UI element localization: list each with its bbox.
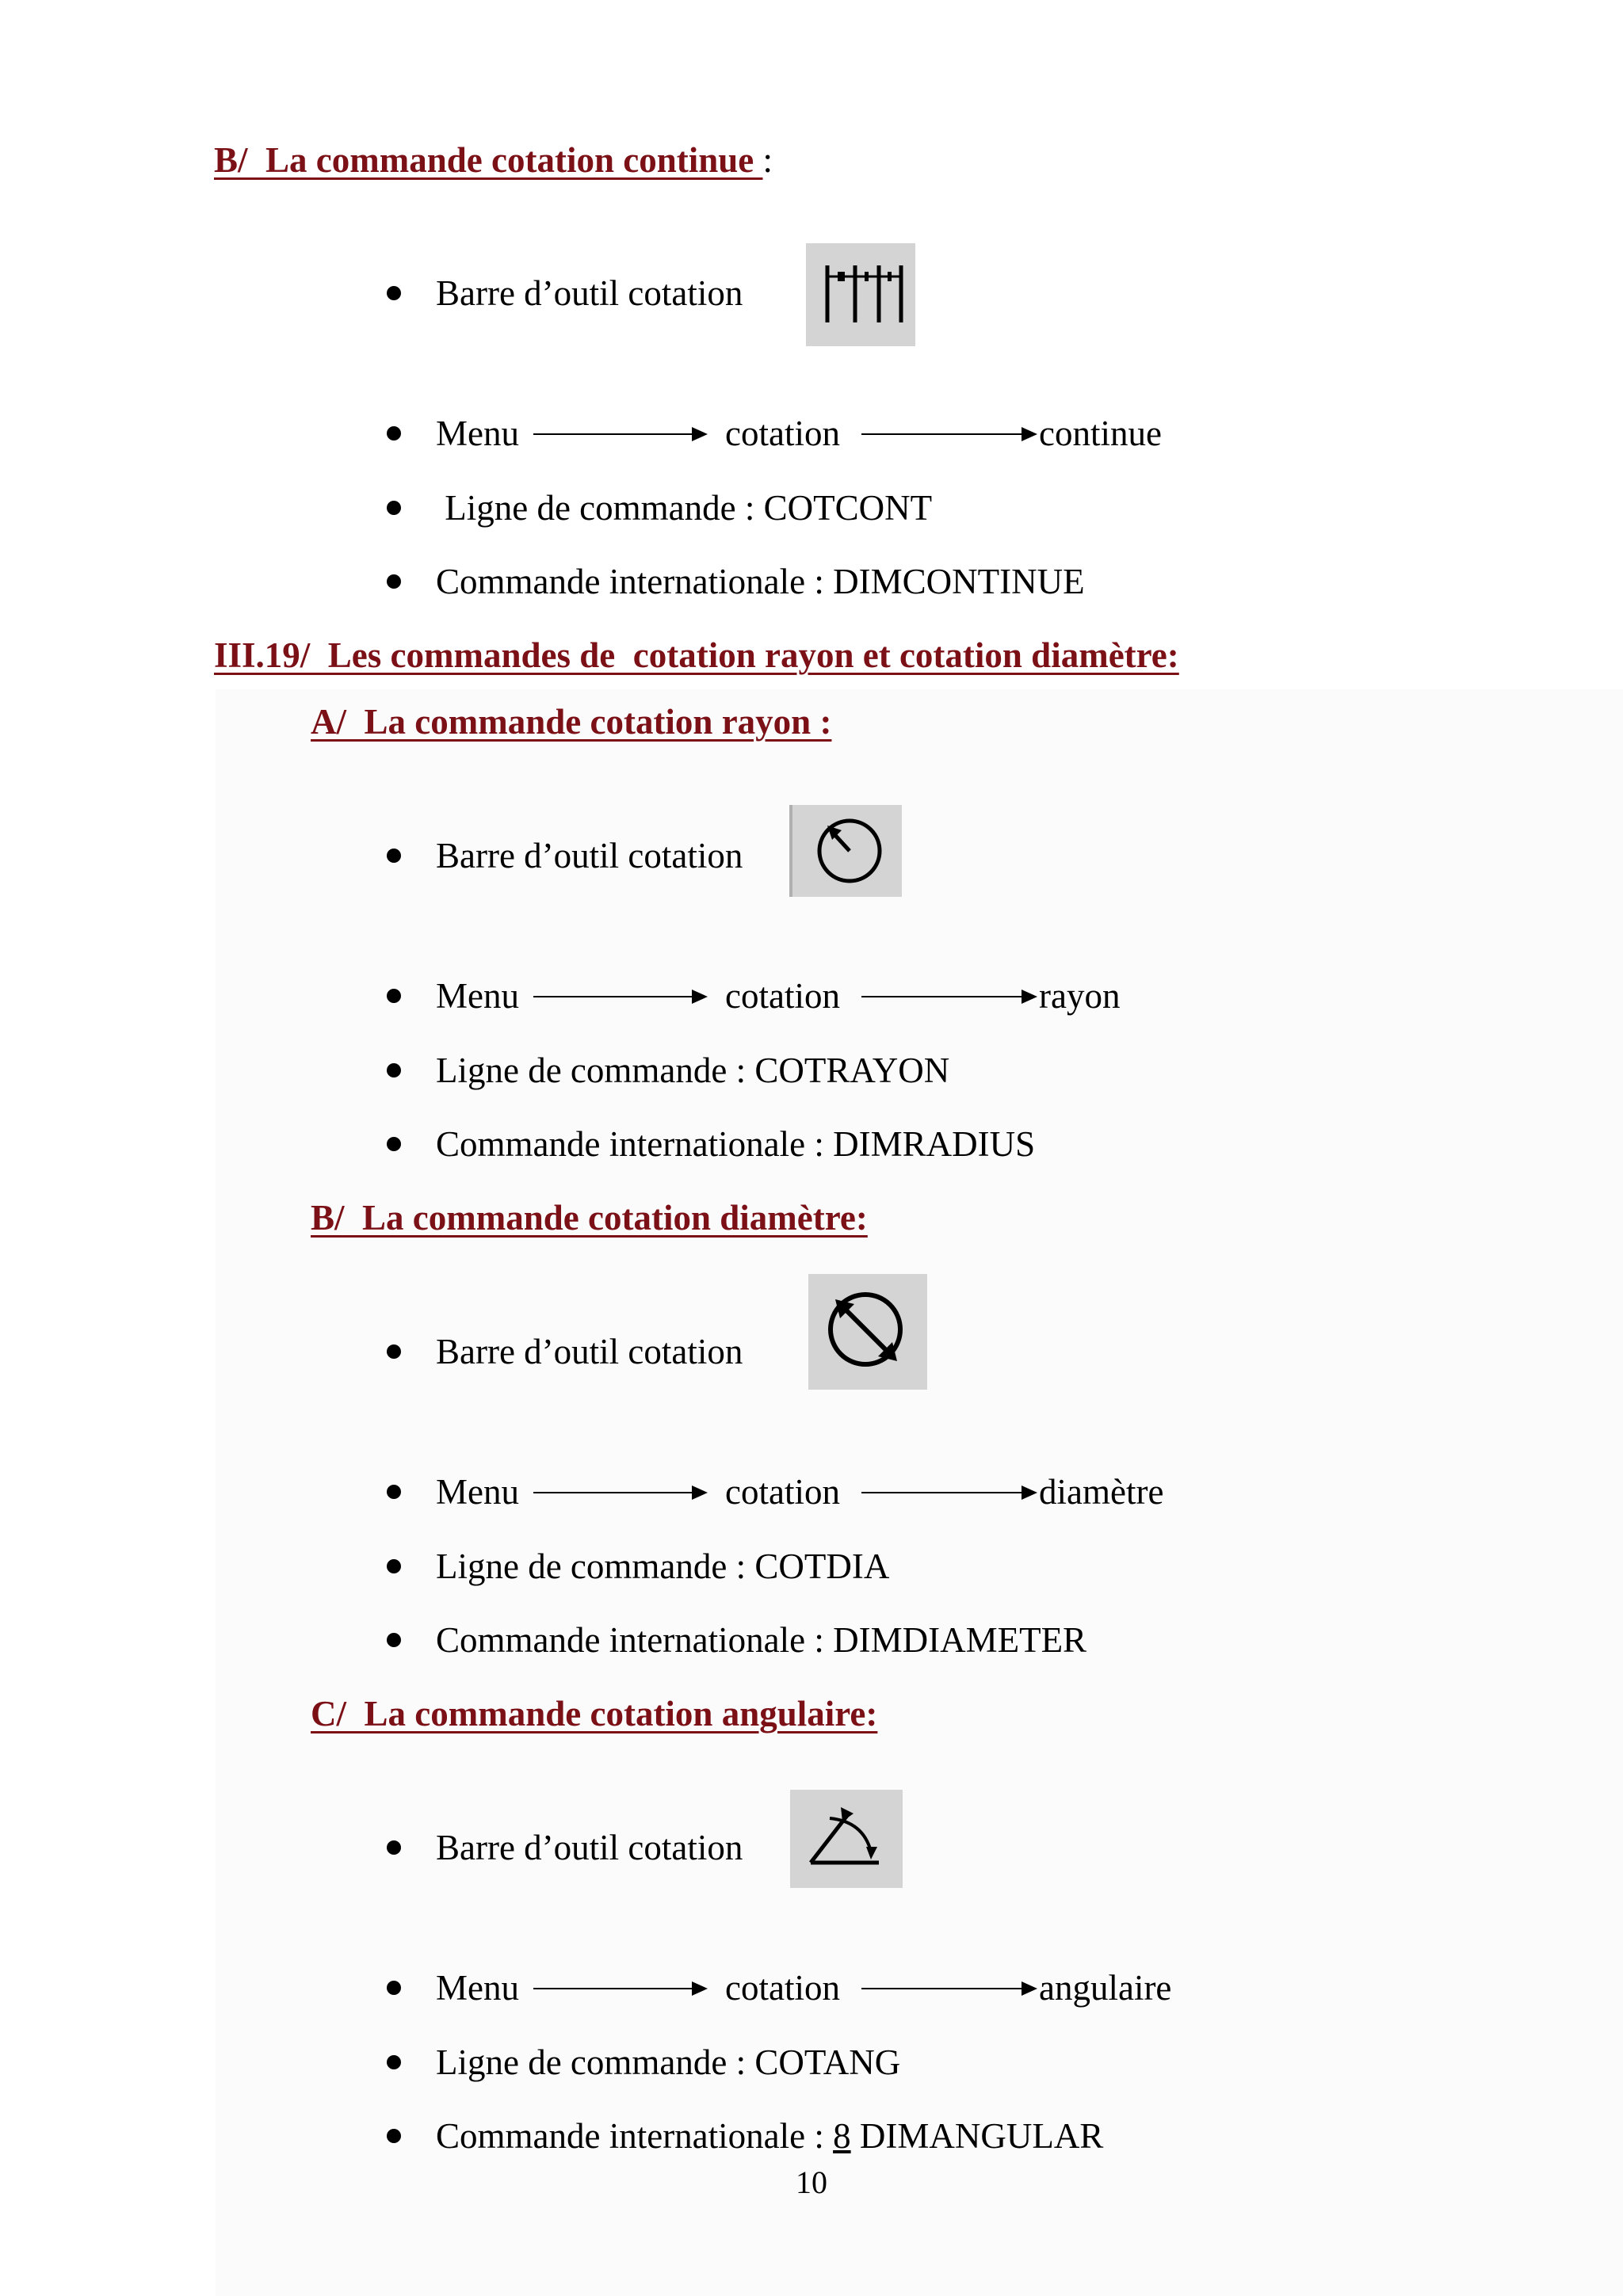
bullet xyxy=(387,574,401,589)
international-command-text: Commande internationale : DIMCONTINUE xyxy=(436,562,1085,601)
menu-step-continue: continue xyxy=(1039,414,1162,453)
menu-step-rayon: rayon xyxy=(1039,976,1121,1016)
bullet xyxy=(387,1559,401,1573)
bullet xyxy=(387,426,401,441)
arrow-icon xyxy=(533,433,706,435)
toolbar-label: Barre d’outil cotation xyxy=(436,1332,743,1371)
bullet xyxy=(387,989,401,1003)
bullet xyxy=(387,1344,401,1359)
bullet xyxy=(387,1633,401,1647)
bullet xyxy=(387,2129,401,2143)
bullet xyxy=(387,1063,401,1077)
international-command-text: Commande internationale : DIMRADIUS xyxy=(436,1124,1036,1164)
menu-step-cotation: cotation xyxy=(725,976,840,1016)
section-title: III.19/ Les commandes de cotation rayon et cotation diamètre: xyxy=(214,635,1179,675)
menu-step-cotation: cotation xyxy=(725,414,840,453)
international-command-text xyxy=(436,2116,1104,2156)
footnote-mark: 8 xyxy=(833,2116,851,2156)
bullet xyxy=(387,501,401,515)
arrow-icon xyxy=(861,433,1036,435)
arrow-icon xyxy=(861,1988,1036,1989)
heading-cotation-diametre: B/ La commande cotation diamètre: xyxy=(311,1198,868,1238)
bullet xyxy=(387,1981,401,1995)
dimension-diameter-icon[interactable] xyxy=(808,1274,927,1390)
international-suffix: DIMANGULAR xyxy=(850,2116,1104,2156)
international-command-text: Commande internationale : DIMDIAMETER xyxy=(436,1620,1087,1660)
dimension-continue-icon[interactable] xyxy=(806,243,915,346)
menu-step-cotation: cotation xyxy=(725,1472,840,1512)
arrow-icon xyxy=(861,1492,1036,1493)
menu-step-cotation: cotation xyxy=(725,1968,840,2008)
arrow-icon xyxy=(861,996,1036,997)
bullet xyxy=(387,286,401,300)
command-line-text: Ligne de commande : COTDIA xyxy=(436,1547,890,1586)
bullet xyxy=(387,849,401,863)
command-line-text: Ligne de commande : COTCONT xyxy=(436,488,933,528)
page-number: 10 xyxy=(796,2164,827,2200)
heading-cotation-rayon: A/ La commande cotation rayon : xyxy=(311,702,832,742)
dimension-radius-icon[interactable] xyxy=(789,805,902,897)
toolbar-label: Barre d’outil cotation xyxy=(436,273,743,313)
arrow-icon xyxy=(533,996,706,997)
arrow-icon xyxy=(533,1988,706,1989)
menu-step-diametre: diamètre xyxy=(1039,1472,1164,1512)
bullet xyxy=(387,1840,401,1855)
menu-label: Menu xyxy=(436,414,519,453)
menu-label: Menu xyxy=(436,1472,519,1512)
bullet xyxy=(387,2055,401,2069)
command-line-text: Ligne de commande : COTANG xyxy=(436,2042,901,2082)
arrow-icon xyxy=(533,1492,706,1493)
heading-cotation-continue: B/ La commande cotation continue : xyxy=(214,140,773,180)
toolbar-label: Barre d’outil cotation xyxy=(436,1828,743,1867)
menu-step-angulaire: angulaire xyxy=(1039,1968,1172,2008)
command-line-text: Ligne de commande : COTRAYON xyxy=(436,1051,950,1090)
toolbar-label: Barre d’outil cotation xyxy=(436,836,743,875)
bullet xyxy=(387,1137,401,1151)
dimension-angular-icon[interactable] xyxy=(790,1790,903,1888)
bullet xyxy=(387,1485,401,1499)
menu-label: Menu xyxy=(436,976,519,1016)
international-prefix: Commande internationale : xyxy=(436,2116,834,2156)
heading-cotation-angulaire: C/ La commande cotation angulaire: xyxy=(311,1694,878,1733)
menu-label: Menu xyxy=(436,1968,519,2008)
